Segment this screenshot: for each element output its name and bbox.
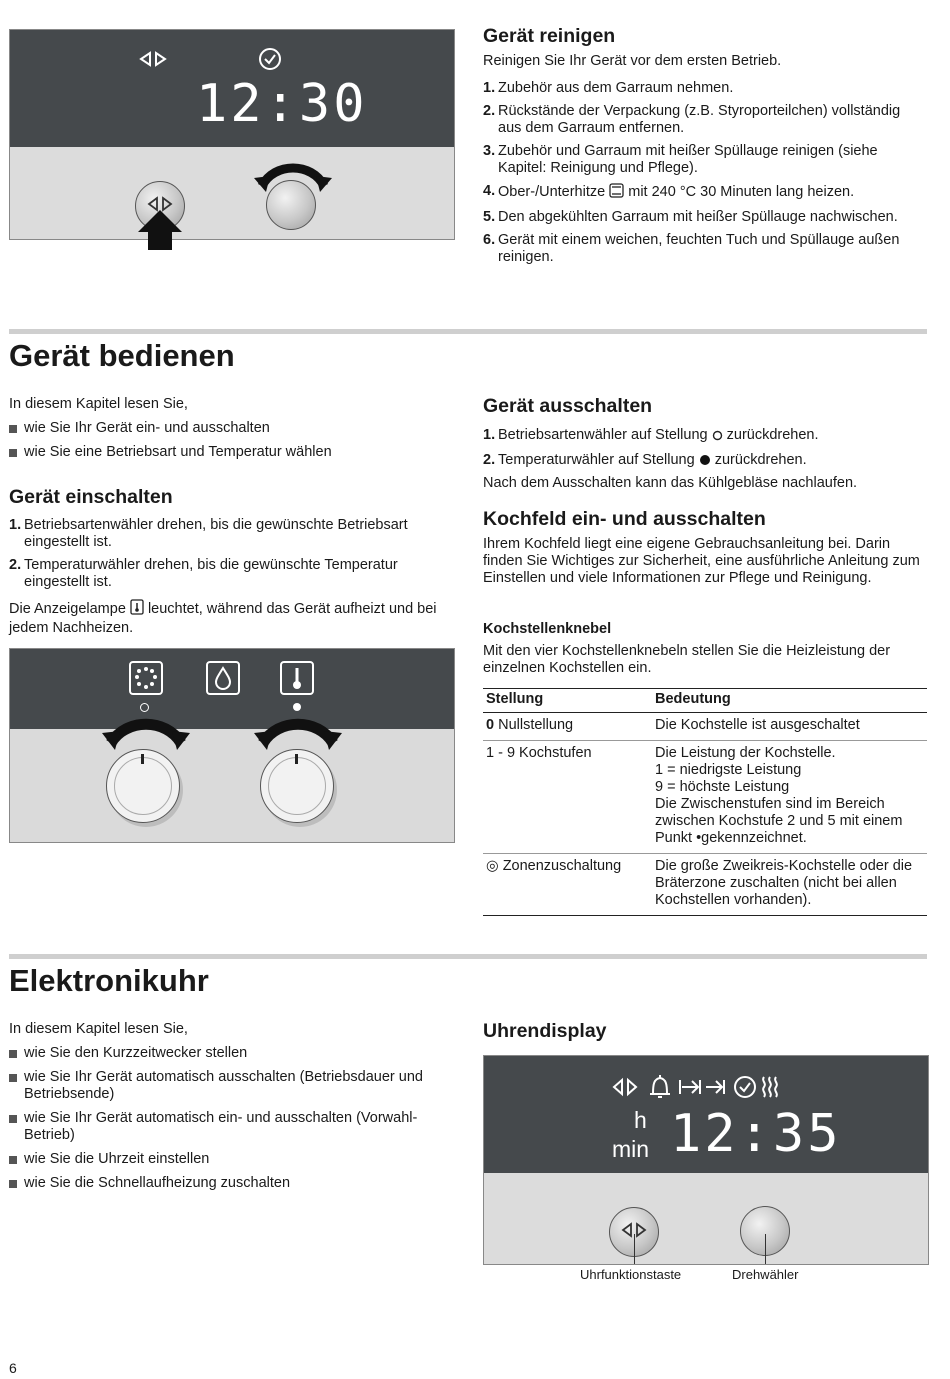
light-mode-icon [129,661,163,700]
clock-function-icon [138,50,168,73]
list-item: wie Sie die Schnellaufheizung zuschalten [9,1175,453,1192]
list-item: 6. Gerät mit einem weichen, feuchten Tuch und Spüllauge außen reinigen. [483,232,900,265]
top-bottom-heat-icon [609,183,624,203]
cleaning-title: Gerät reinigen [483,25,616,47]
leader-line [765,1234,766,1264]
off-position-marker [140,703,149,712]
leader-line [634,1234,635,1264]
clock-button-caption: Uhrfunktionstaste [580,1267,682,1282]
list-item: wie Sie Ihr Gerät automatisch ausschalten (Betriebsdauer und Betriebsende) [9,1069,453,1103]
list-item: 2. Temperaturwähler auf Stellung zurückdrehen. [483,452,927,471]
page-number: 6 [9,1360,17,1376]
list-item: 2. Rückstände der Verpackung (z.B. Styroporteilchen) vollständig aus dem Garraum entfernen. [483,103,901,136]
knob-table [483,688,927,916]
display-time: 12:35 [670,1104,842,1164]
clock-intro: In diesem Kapitel lesen Sie, [9,1021,188,1037]
temperature-selector-knob[interactable] [260,749,334,823]
display-icon-row [612,1072,784,1107]
table-header: Bedeutung [652,689,927,713]
list-item: 2. Temperaturwähler drehen, bis die gewünschte Temperatur eingestellt ist. [9,557,398,590]
press-arrow-icon [138,210,182,255]
knob-text: Mit den vier Kochstellenknebeln stellen Sie die Heizleistung der einzelnen Kochstellen ein. [483,643,891,676]
clock-display-figure [483,1055,929,1265]
operate-intro: In diesem Kapitel lesen Sie, [9,396,188,412]
thermometer-lamp-icon [130,599,144,620]
switch-on-title: Gerät einschalten [9,486,173,508]
operate-title: Gerät bedienen [9,338,235,373]
clock-bullets [9,1045,453,1199]
list-item: 1. Betriebsartenwähler auf Stellung zurückdrehen. [483,427,927,446]
zero-position-marker [293,703,301,711]
cleaning-steps [483,80,903,272]
table-row: ◎ Zonenzuschaltung Die große Zweikreis-Kochstelle oder die Bräterzone zuschalten (nicht bei allen Kochstellen vorhanden). [483,854,927,916]
list-item: wie Sie Ihr Gerät ein- und ausschalten [9,420,453,437]
clock-icon [258,47,282,76]
switch-off-title: Gerät ausschalten [483,395,653,417]
section-divider [9,329,927,334]
list-item: wie Sie Ihr Gerät automatisch ein- und ausschalten (Vorwahl-Betrieb) [9,1110,453,1144]
table-header: Stellung [483,689,652,713]
rotary-selector-caption: Drehwähler [732,1267,799,1282]
section-divider [9,954,927,959]
clock-display-title: Uhrendisplay [483,1020,607,1042]
switch-off-note: Nach dem Ausschalten kann das Kühlgebläse nachlaufen. [483,475,858,491]
list-item: 1. Betriebsartenwähler drehen, bis die gewünschte Betriebsart eingestellt ist. [9,517,408,550]
off-circle-icon [712,429,723,446]
filled-circle-icon [699,454,711,471]
table-row: 1 - 9 Kochstufen Die Leistung der Kochstelle. 1 = niedrigste Leistung 9 = höchste Leistung Die Zwischenstufen sind im Bereich zwischen Kochstufe 2 und 5 mit einem Punkt •gekennzeichnet. [483,741,927,854]
list-item: wie Sie eine Betriebsart und Temperatur wählen [9,444,453,461]
mode-selector-knob[interactable] [106,749,180,823]
list-item: 3. Zubehör und Garraum mit heißer Spüllauge reinigen (siehe Kapitel: Reinigung und Pflege). [483,143,878,176]
water-drop-icon [206,661,240,700]
clock-title: Elektronikuhr [9,963,209,998]
hob-text: Ihrem Kochfeld liegt eine eigene Gebrauchsanleitung bei. Darin finden Sie Wichtiges zur Sicherheit, eine ausführliche Anleitung zum Einstellen und viele Informationen zur Pflege und Reinigung. [483,536,920,586]
top-display-time: 12:30 [196,74,368,134]
table-row: 0 Nullstellung Die Kochstelle ist ausgeschaltet [483,713,927,741]
list-item: 4. Ober-/Unterhitze mit 240 °C 30 Minuten lang heizen. [483,183,903,203]
hour-label: h [634,1107,647,1133]
switch-off-steps [483,427,927,477]
thermometer-icon [280,661,314,700]
cleaning-intro: Reinigen Sie Ihr Gerät vor dem ersten Betrieb. [483,53,782,69]
minute-label: min [612,1136,650,1162]
rotate-arrow-icon [254,158,332,199]
list-item: 5. Den abgekühlten Garraum mit heißer Spüllauge nachwischen. [483,209,898,225]
operate-bullets [9,420,453,468]
table-header-row [483,689,927,713]
cleaning-figure [9,29,455,240]
list-item: 1. Zubehör aus dem Garraum nehmen. [483,80,734,96]
knob-subtitle: Kochstellenknebel [483,621,612,637]
indicator-note: Die Anzeigelampe leuchtet, während das Gerät aufheizt und bei jedem Nachheizen. [9,601,437,636]
list-item: wie Sie die Uhrzeit einstellen [9,1151,453,1168]
oven-control-figure [9,648,455,843]
hob-title: Kochfeld ein- und ausschalten [483,508,766,530]
switch-on-steps [9,517,449,597]
list-item: wie Sie den Kurzzeitwecker stellen [9,1045,453,1062]
